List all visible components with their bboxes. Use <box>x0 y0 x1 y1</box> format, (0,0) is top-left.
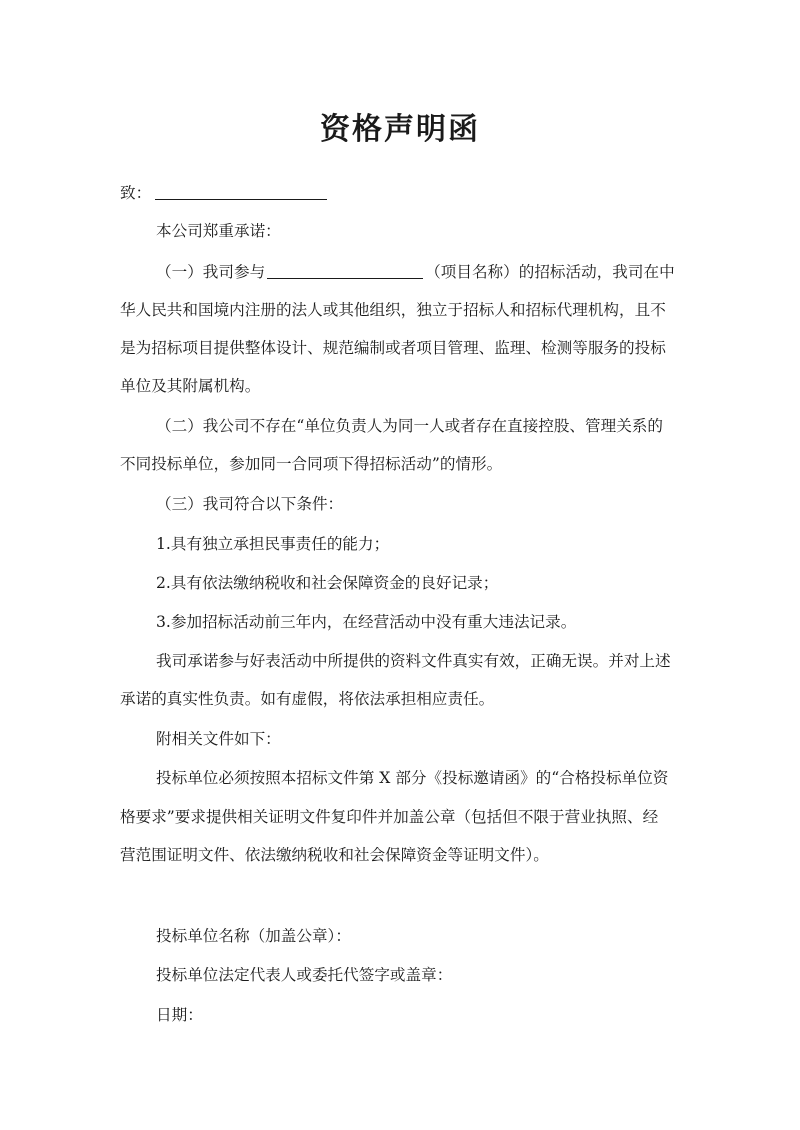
page-title: 资格声明函 <box>320 112 480 147</box>
to-label: 致： <box>120 184 152 202</box>
addressee-blank <box>155 182 327 200</box>
date-label: 日期： <box>156 1006 203 1024</box>
clause3-item: 3.参加招标活动前三年内，在经营活动中没有重大违法记录。 <box>156 613 577 631</box>
clause1-line: 是为招标项目提供整体设计、规范编制或者项目管理、监理、检测等服务的投标 <box>120 339 666 357</box>
intro-text: 本公司郑重承诺： <box>156 222 281 240</box>
attachments-line: 投标单位必须按照本招标文件第 X 部分《投标邀请函》的“合格投标单位资 <box>156 769 669 787</box>
clause2-line: 不同投标单位，参加同一合同项下得招标活动”的情形。 <box>120 455 503 473</box>
clause1-first-line <box>156 260 675 284</box>
clause3-item: 2.具有依法缴纳税收和社会保障资金的良好记录； <box>156 574 499 592</box>
clause1-line: 单位及其附属机构。 <box>120 377 261 395</box>
clause2-line: （二）我公司不存在“单位负责人为同一人或者存在直接控股、管理关系的 <box>156 417 663 435</box>
representative-label: 投标单位法定代表人或委托代签字或盖章： <box>156 966 453 984</box>
commitment-line: 我司承诺参与好表活动中所提供的资料文件真实有效，正确无误。并对上述 <box>156 652 671 670</box>
clause1-after-blank: （项目名称）的招标活动，我司在中 <box>425 263 675 281</box>
clause3-heading: （三）我司符合以下条件： <box>156 495 344 513</box>
clause1-before-blank: （一）我司参与 <box>156 263 266 281</box>
attachments-heading: 附相关文件如下： <box>156 730 281 748</box>
clause3-item: 1.具有独立承担民事责任的能力； <box>156 535 390 553</box>
clause1-line: 华人民共和国境内注册的法人或其他组织，独立于招标人和招标代理机构，且不 <box>120 301 666 319</box>
commitment-line: 承诺的真实性负责。如有虚假，将依法承担相应责任。 <box>120 690 495 708</box>
company-name-label: 投标单位名称（加盖公章）： <box>156 927 351 945</box>
attachments-line: 营范围证明文件、依法缴纳税收和社会保障资金等证明文件）。 <box>120 846 549 864</box>
addressee-line <box>120 181 327 205</box>
project-name-blank <box>267 261 423 279</box>
attachments-line: 格要求”要求提供相关证明文件复印件并加盖公章（包括但不限于营业执照、经 <box>120 808 659 826</box>
